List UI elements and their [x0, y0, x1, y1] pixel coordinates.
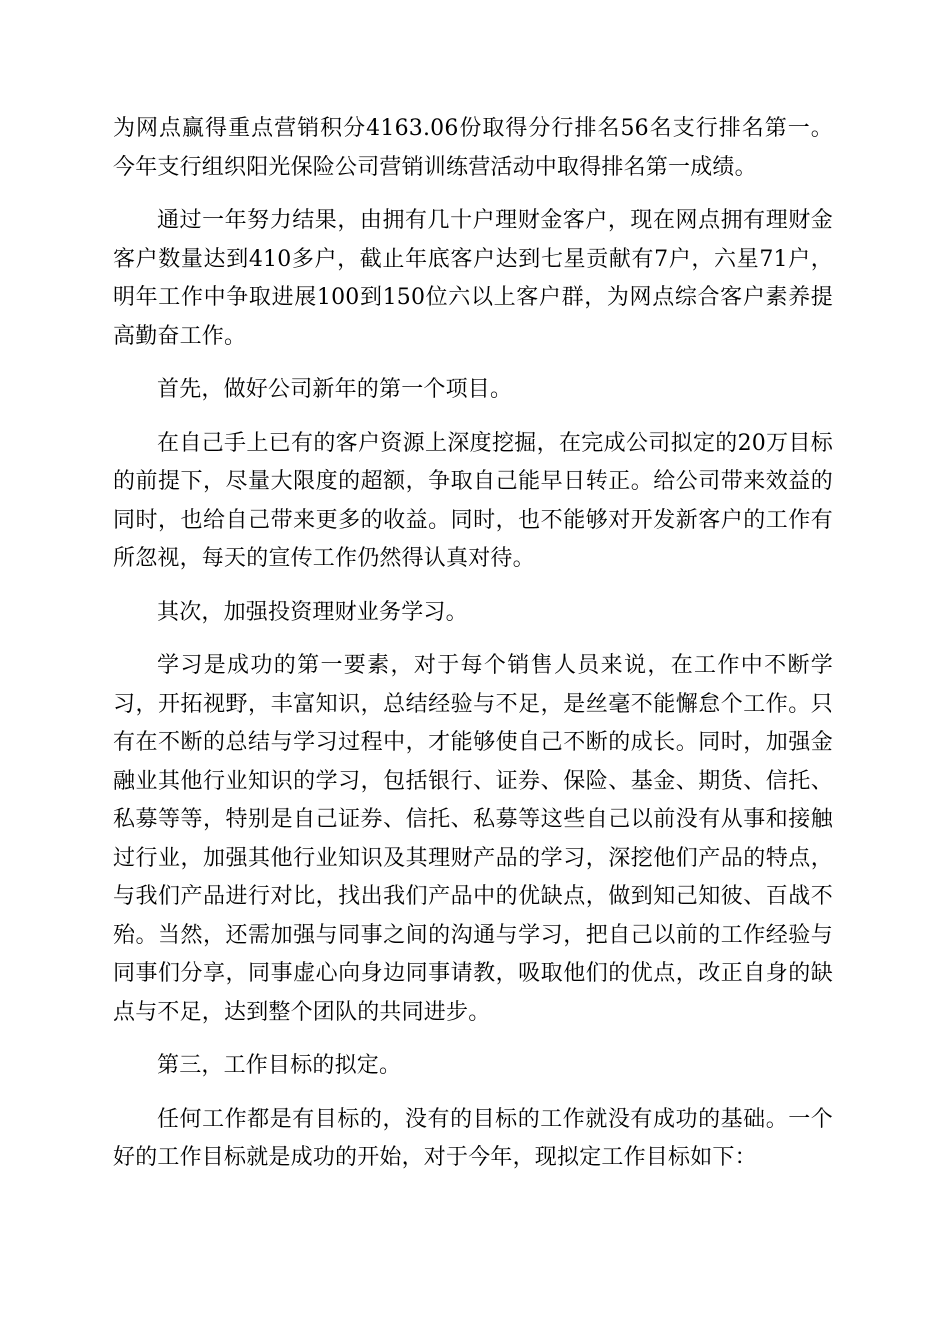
- heading-first-item: 首先，做好公司新年的第一个项目。: [157, 377, 513, 402]
- paragraph-learning: 学习是成功的第一要素，对于每个销售人员来说，在工作中不断学习，开拓视野，丰富知识，总结经验与不足，是丝毫不能懈怠个工作。只有在不断的总结与学习过程中，才能够使自己不断的成长。同时，加强金融业其他行业知识的学习，包括银行、证券、保险、基金、期货、信托、私募等等，特别是自己证券、信托、私募等这些自己以前没有从事和接触过行业，加强其他行业知识及其理财产品的学习，深挖他们产品的特点，与我们产品进行对比，找出我们产品中的优缺点，做到知己知彼、百战不殆。当然，还需加强与同事之间的沟通与学习，把自己以前的工作经验与同事们分享，同事虚心向身边同事请教，吸取他们的优点，改正自身的缺点与不足，达到整个团队的共同进步。: [113, 653, 833, 1025]
- document-body: [113, 110, 833, 1193]
- heading-second-item: 其次，加强投资理财业务学习。: [157, 599, 468, 625]
- heading-third-item: 第三，工作目标的拟定。: [157, 1053, 402, 1078]
- paragraph-continued: 为网点赢得重点营销积分4163.06份取得分行排名56名支行排名第一。今年支行组织阳光保险公司营销训练营活动中取得排名第一成绩。: [113, 116, 833, 180]
- paragraph-customer-results: 通过一年努力结果，由拥有几十户理财金客户，现在网点拥有理财金客户数量达到410多户，截止年底客户达到七星贡献有7户，六星71户，明年工作中争取进展100到150位六以上客户群，为网点综合客户素养提高勤奋工作。: [113, 208, 833, 349]
- paragraph-client-resources: 在自己手上已有的客户资源上深度挖掘，在完成公司拟定的20万目标的前提下，尽量大限度的超额，争取自己能早日转正。给公司带来效益的同时，也给自己带来更多的收益。同时，也不能够对开发新客户的工作有所忽视，每天的宣传工作仍然得认真对待。: [113, 430, 833, 571]
- paragraph-work-goals: 任何工作都是有目标的，没有的目标的工作就没有成功的基础。一个好的工作目标就是成功的开始，对于今年，现拟定工作目标如下：: [113, 1106, 833, 1170]
